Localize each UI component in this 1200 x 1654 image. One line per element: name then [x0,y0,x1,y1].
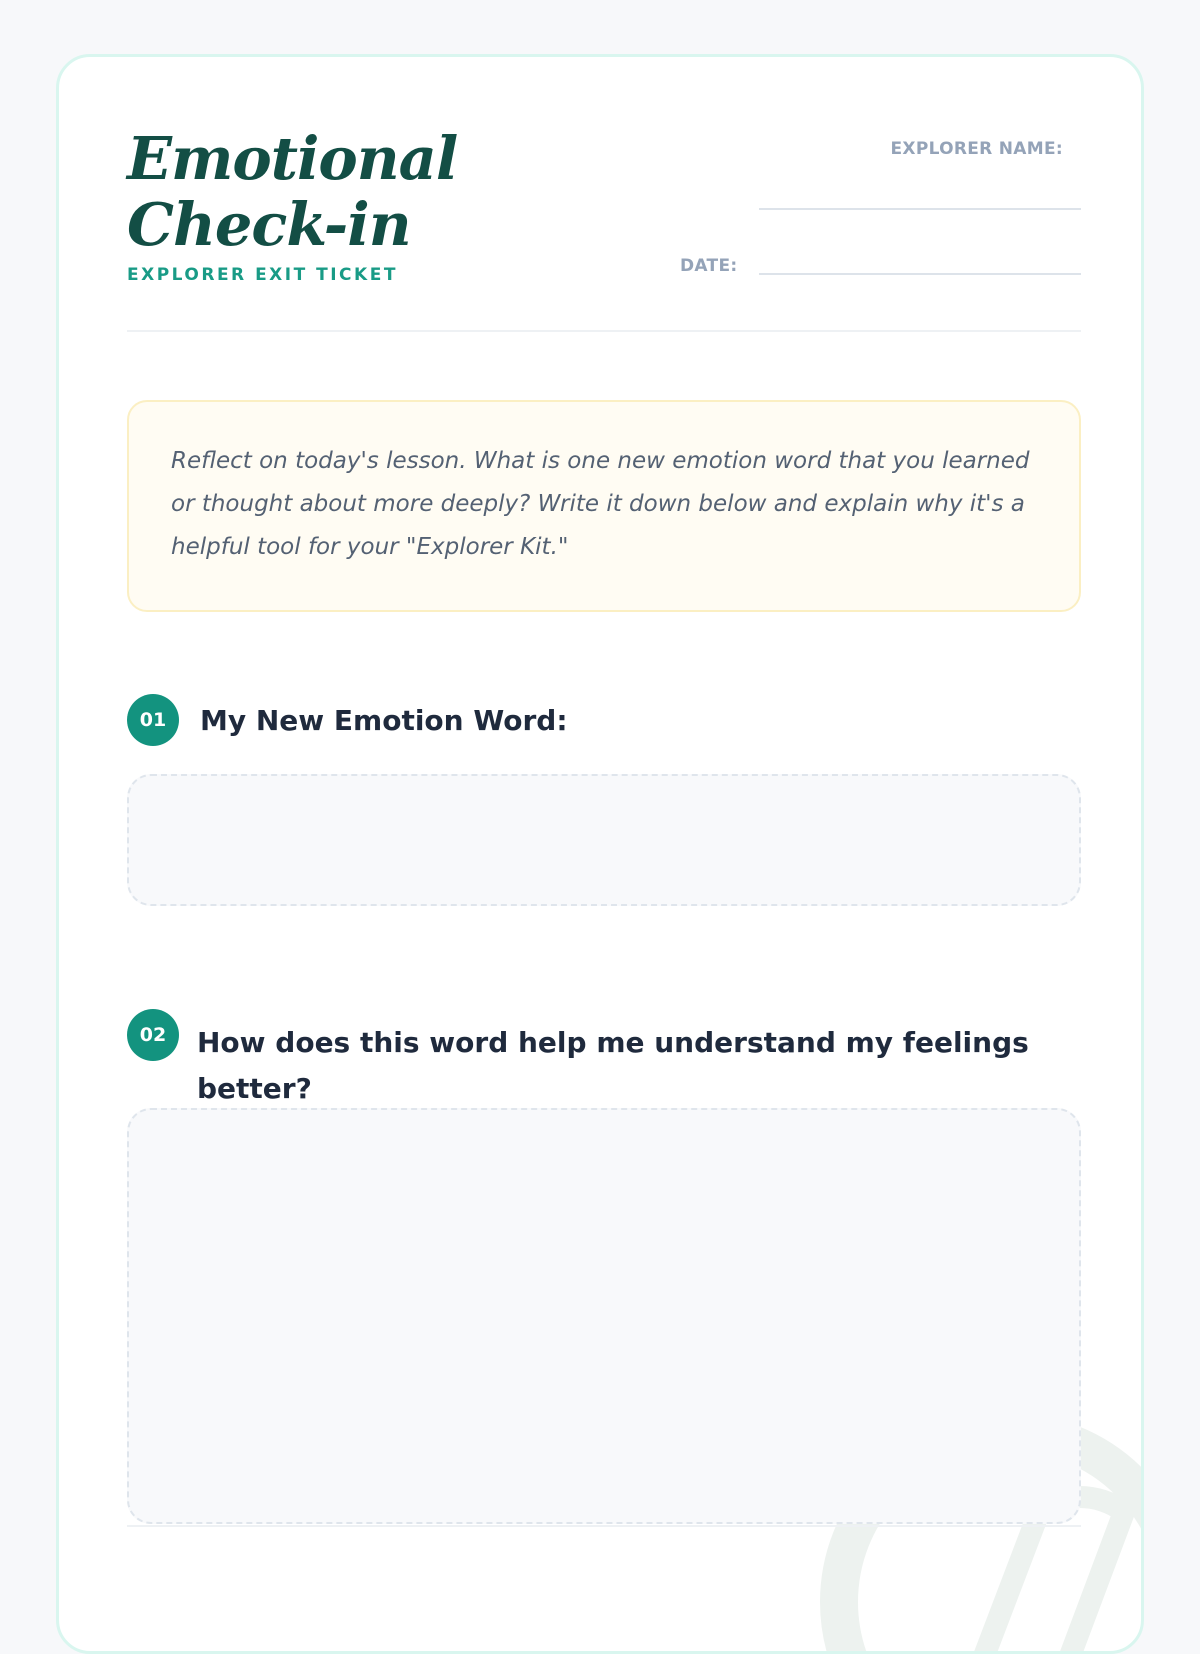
question-1-number-badge: 01 [127,694,179,746]
date-field[interactable] [759,273,1081,275]
header-divider [127,330,1081,332]
exit-ticket-card [56,54,1144,1654]
reflection-prompt-text: Reflect on today's lesson. What is one new emotion word that you learned or thought about more deeply? Write it down below and explain why it's a helpful tool for your "Explorer Kit." [171,448,1030,560]
reflection-prompt [127,400,1081,612]
date-label: DATE: [680,256,738,276]
question-2-label: How does this word help me understand my feelings better? [197,1026,1029,1105]
page-title [127,126,547,258]
question-1-label: My New Emotion Word: [200,704,568,737]
explorer-name-label: EXPLORER NAME: [890,139,1063,159]
question-1-answer-field[interactable] [127,774,1081,906]
title-line-2: Check-in [127,190,411,259]
explorer-name-field[interactable] [759,208,1081,210]
title-line-1: Emotional [127,124,458,193]
page-subtitle: EXPLORER EXIT TICKET [127,265,398,285]
footer-divider [127,1525,1081,1527]
question-2-number-badge: 02 [127,1009,179,1061]
question-2-answer-field[interactable] [127,1108,1081,1524]
